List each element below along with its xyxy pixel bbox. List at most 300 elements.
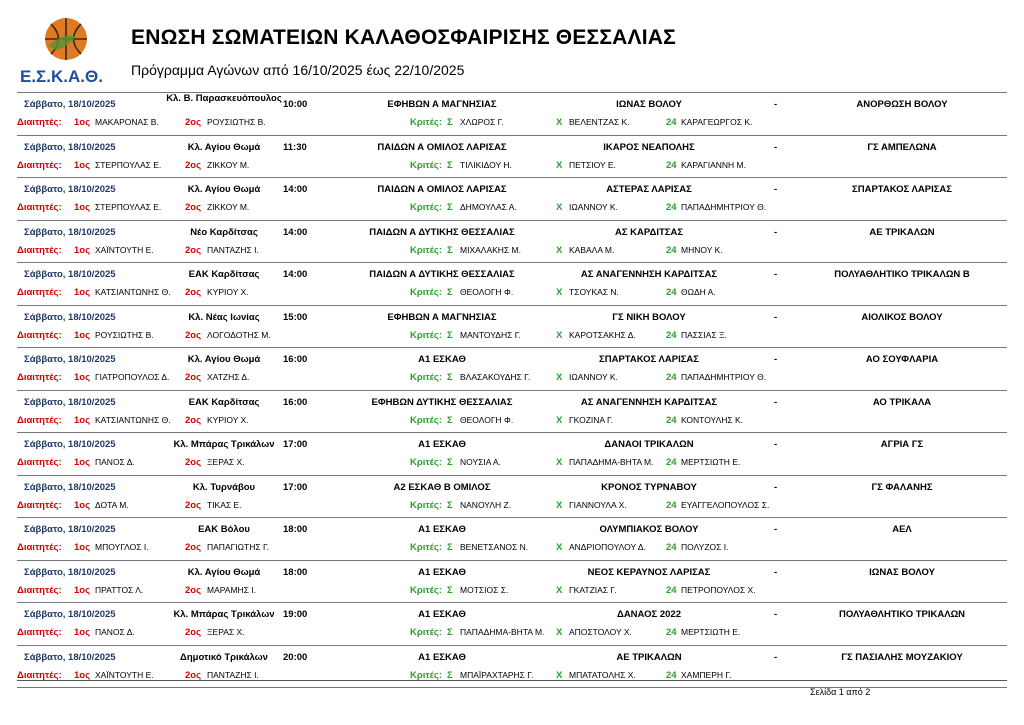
first-referee: ΜΑΚΑΡΟΝΑΣ Β.: [95, 117, 159, 127]
second-referee-tag: 2ος: [185, 372, 202, 383]
shot-clock-name: ΠΕΤΡΟΠΟΥΛΟΣ Χ.: [681, 584, 756, 595]
timer-tag: Χ: [556, 669, 563, 681]
match-competition: Α1 ΕΣΚΑΘ: [418, 524, 466, 535]
page-title: ΕΝΩΣΗ ΣΩΜΑΤΕΙΩΝ ΚΑΛΑΘΟΣΦΑΙΡΙΣΗΣ ΘΕΣΣΑΛΙΑΣ: [131, 26, 676, 49]
match-competition: Α1 ΕΣΚΑΘ: [418, 609, 466, 620]
first-referee: ΧΑΪΝΤΟΥΤΗ Ε.: [95, 669, 154, 680]
scorer-name: ΘΕΟΛΟΓΗ Φ.: [460, 287, 514, 297]
match-date: Σάββατο, 18/10/2025: [24, 184, 116, 195]
first-referee-tag: 1ος: [74, 669, 91, 681]
timer-tag: Χ: [556, 627, 563, 638]
judges-label: Κριτές:: [410, 669, 443, 681]
shot-clock-name: ΠΑΠΑΔΗΜΗΤΡΙΟΥ Θ.: [681, 372, 767, 382]
scorer-name: ΘΕΟΛΟΓΗ Φ.: [460, 414, 514, 425]
match-row: [17, 603, 1007, 646]
shot-clock-tag: 24: [666, 159, 677, 171]
officials-line: [17, 369, 1007, 386]
away-team: ΑΟ ΤΡΙΚΑΛΑ: [872, 396, 932, 408]
page-header: [0, 0, 1024, 92]
vs-dash: -: [774, 354, 778, 365]
match-info-line: [17, 266, 1007, 283]
timer-name: ΑΝΔΡΙΟΠΟΥΛΟΥ Δ.: [569, 542, 646, 552]
officials-line: [17, 242, 1007, 259]
first-referee-tag: 1ος: [74, 372, 91, 383]
away-team: ΓΣ ΠΑΣΙΑΛΗΣ ΜΟΥΖΑΚΙΟΥ: [841, 651, 963, 663]
judges-label: Κριτές:: [410, 627, 443, 638]
away-team: ΑΙΟΛΙΚΟΣ ΒΟΛΟΥ: [861, 311, 943, 323]
first-referee: ΓΙΑΤΡΟΠΟΥΛΟΣ Δ.: [95, 372, 170, 382]
match-competition: ΕΦΗΒΩΝ Α ΜΑΓΝΗΣΙΑΣ: [387, 311, 497, 323]
shot-clock-tag: 24: [666, 202, 677, 213]
judges-label: Κριτές:: [410, 499, 443, 511]
vs-dash: -: [774, 566, 778, 578]
match-info-line: [17, 436, 1007, 453]
scorer-tag: Σ: [447, 117, 453, 128]
second-referee: ΞΕΡΑΣ Χ.: [207, 627, 245, 637]
page-number: Σελίδα 1 από 2: [810, 687, 871, 697]
match-competition: ΠΑΙΔΩΝ Α ΟΜΙΛΟΣ ΛΑΡΙΣΑΣ: [377, 141, 507, 153]
first-referee: ΜΠΟΥΓΛΟΣ Ι.: [95, 542, 149, 552]
match-competition: ΠΑΙΔΩΝ Α ΔΥΤΙΚΗΣ ΘΕΣΣΑΛΙΑΣ: [369, 269, 515, 280]
shot-clock-name: ΜΕΡΤΣΙΩΤΗ Ε.: [681, 457, 741, 467]
match-date: Σάββατο, 18/10/2025: [24, 226, 116, 238]
eskath-logo: [18, 16, 118, 86]
second-referee: ΞΕΡΑΣ Χ.: [207, 457, 245, 467]
timer-tag: Χ: [556, 372, 563, 383]
timer-tag: Χ: [556, 329, 563, 341]
scorer-tag: Σ: [447, 627, 453, 638]
referees-label: Διαιτητές:: [17, 542, 62, 553]
match-venue: Κλ. Τυρνάβου: [192, 481, 256, 493]
match-info-line: [17, 564, 1007, 581]
match-info-line: [17, 93, 1007, 113]
first-referee-tag: 1ος: [74, 627, 91, 638]
officials-line: [17, 497, 1007, 514]
scorer-tag: Σ: [447, 542, 453, 553]
page-subtitle: Πρόγραμμα Αγώνων από 16/10/2025 έως 22/10/2025: [131, 62, 465, 78]
match-date: Σάββατο, 18/10/2025: [24, 354, 116, 365]
timer-tag: Χ: [556, 159, 563, 171]
match-row: [17, 263, 1007, 306]
referees-label: Διαιτητές:: [17, 159, 62, 171]
first-referee-tag: 1ος: [74, 287, 91, 298]
schedule-table: [17, 92, 1007, 688]
timer-tag: Χ: [556, 499, 563, 511]
match-date: Σάββατο, 18/10/2025: [24, 481, 116, 493]
match-row: [17, 391, 1007, 434]
shot-clock-tag: 24: [666, 584, 677, 596]
scorer-tag: Σ: [447, 202, 453, 213]
match-date: Σάββατο, 18/10/2025: [24, 99, 116, 110]
scorer-tag: Σ: [447, 329, 453, 341]
match-competition: Α1 ΕΣΚΑΘ: [418, 354, 466, 365]
match-competition: Α2 ΕΣΚΑΘ Β ΟΜΙΛΟΣ: [393, 481, 491, 493]
referees-label: Διαιτητές:: [17, 372, 62, 383]
match-date: Σάββατο, 18/10/2025: [24, 396, 116, 408]
second-referee: ΡΟΥΣΙΩΤΗΣ Β.: [207, 117, 266, 127]
match-venue: Κλ. Μπάρας Τρικάλων: [173, 439, 275, 450]
referees-label: Διαιτητές:: [17, 627, 62, 638]
scorer-tag: Σ: [447, 457, 453, 468]
home-team: ΑΕ ΤΡΙΚΑΛΩΝ: [616, 651, 682, 663]
shot-clock-name: ΚΑΡΑΓΙΑΝΝΗ Μ.: [681, 159, 746, 170]
first-referee: ΧΑΪΝΤΟΥΤΗ Ε.: [95, 244, 154, 255]
match-info-line: [17, 309, 1007, 326]
match-row: [17, 433, 1007, 476]
officials-line: [17, 412, 1007, 429]
home-team: ΣΠΑΡΤΑΚΟΣ ΛΑΡΙΣΑΣ: [599, 354, 699, 365]
second-referee-tag: 2ος: [185, 414, 202, 426]
shot-clock-tag: 24: [666, 499, 677, 511]
shot-clock-tag: 24: [666, 669, 677, 681]
officials-line: [17, 284, 1007, 301]
match-time: 19:00: [283, 609, 308, 620]
away-team: ΠΟΛΥΑΘΛΗΤΙΚΟ ΤΡΙΚΑΛΩΝ Β: [834, 269, 970, 280]
shot-clock-name: ΠΟΛΥΖΟΣ Ι.: [681, 542, 729, 552]
match-venue: ΕΑΚ Καρδίτσας: [188, 396, 260, 408]
scorer-name: ΒΕΝΕΤΣΑΝΟΣ Ν.: [460, 542, 529, 552]
first-referee-tag: 1ος: [74, 244, 91, 256]
second-referee: ΠΑΝΤΑΖΗΣ Ι.: [207, 669, 259, 680]
match-info-line: [17, 351, 1007, 368]
vs-dash: -: [774, 609, 778, 620]
home-team: ΙΩΝΑΣ ΒΟΛΟΥ: [616, 99, 682, 110]
shot-clock-name: ΧΑΜΠΕΡΗ Γ.: [681, 669, 732, 680]
away-team: ΑΓΡΙΑ ΓΣ: [880, 439, 924, 450]
match-info-line: [17, 649, 1007, 666]
referees-label: Διαιτητές:: [17, 287, 62, 298]
match-time: 18:00: [283, 524, 308, 535]
scorer-name: ΧΛΩΡΟΣ Γ.: [460, 117, 504, 127]
match-time: 17:00: [283, 481, 308, 493]
match-time: 17:00: [283, 439, 308, 450]
match-info-line: [17, 521, 1007, 538]
match-time: 14:00: [283, 269, 308, 280]
first-referee-tag: 1ος: [74, 159, 91, 171]
officials-line: [17, 539, 1007, 556]
match-time: 16:00: [283, 396, 308, 408]
vs-dash: -: [774, 141, 778, 153]
scorer-tag: Σ: [447, 159, 453, 171]
shot-clock-tag: 24: [666, 329, 677, 341]
first-referee-tag: 1ος: [74, 117, 91, 128]
timer-name: ΜΠΑΤΑΤΟΛΗΣ Χ.: [569, 669, 636, 680]
away-team: ΓΣ ΑΜΠΕΛΩΝΑ: [867, 141, 937, 153]
match-row: [17, 476, 1007, 519]
vs-dash: -: [774, 99, 778, 110]
officials-line: [17, 157, 1007, 174]
match-row: [17, 306, 1007, 349]
match-time: 20:00: [283, 651, 308, 663]
second-referee: ΧΑΤΖΗΣ Δ.: [207, 372, 250, 382]
match-venue: ΕΑΚ Καρδίτσας: [188, 269, 260, 280]
officials-line: [17, 327, 1007, 344]
match-venue: Κλ. Αγίου Θωμά: [187, 354, 261, 365]
timer-tag: Χ: [556, 542, 563, 553]
away-team: ΑΝΟΡΘΩΣΗ ΒΟΛΟΥ: [856, 99, 948, 110]
match-info-line: [17, 139, 1007, 156]
second-referee-tag: 2ος: [185, 287, 202, 298]
timer-name: ΑΠΟΣΤΟΛΟΥ Χ.: [569, 627, 632, 637]
vs-dash: -: [774, 311, 778, 323]
second-referee: ΚΥΡΙΟΥ Χ.: [207, 414, 249, 425]
scorer-tag: Σ: [447, 287, 453, 298]
match-info-line: [17, 394, 1007, 411]
match-venue: Δημοτικό Τρικάλων: [180, 651, 268, 663]
first-referee-tag: 1ος: [74, 329, 91, 341]
officials-line: [17, 454, 1007, 471]
match-venue: Νέο Καρδίτσας: [190, 226, 258, 238]
match-date: Σάββατο, 18/10/2025: [24, 524, 116, 535]
referees-label: Διαιτητές:: [17, 669, 62, 681]
officials-line: [17, 582, 1007, 599]
scorer-name: ΝΑΝΟΥΛΗ Ζ.: [460, 499, 512, 510]
match-time: 10:00: [283, 99, 308, 110]
away-team: ΑΟ ΣΟΥΦΛΑΡΙΑ: [865, 354, 939, 365]
second-referee-tag: 2ος: [185, 159, 202, 171]
match-row: [17, 92, 1007, 136]
timer-name: ΓΚΑΤΖΙΑΣ Γ.: [569, 584, 617, 595]
vs-dash: -: [774, 269, 778, 280]
home-team: ΔΑΝΑΟΙ ΤΡΙΚΑΛΩΝ: [604, 439, 694, 450]
basketball-icon: [18, 16, 118, 86]
shot-clock-tag: 24: [666, 542, 677, 553]
scorer-name: ΝΟΥΣΙΑ Α.: [460, 457, 501, 467]
match-date: Σάββατο, 18/10/2025: [24, 141, 116, 153]
first-referee-tag: 1ος: [74, 542, 91, 553]
match-time: 18:00: [283, 566, 308, 578]
judges-label: Κριτές:: [410, 457, 443, 468]
match-info-line: [17, 606, 1007, 623]
match-row: [17, 348, 1007, 391]
scorer-tag: Σ: [447, 584, 453, 596]
match-venue: Κλ. Νέας Ιωνίας: [188, 311, 260, 323]
first-referee: ΠΑΝΟΣ Δ.: [95, 627, 135, 637]
home-team: ΟΛΥΜΠΙΑΚΟΣ ΒΟΛΟΥ: [599, 524, 699, 535]
shot-clock-name: ΜΗΝΟΥ Κ.: [681, 244, 723, 255]
match-venue: Κλ. Αγίου Θωμά: [187, 566, 261, 578]
timer-name: ΙΩΑΝΝΟΥ Κ.: [569, 202, 618, 212]
home-team: ΚΡΟΝΟΣ ΤΥΡΝΑΒΟΥ: [601, 481, 697, 493]
match-competition: Α1 ΕΣΚΑΘ: [418, 439, 466, 450]
match-time: 11:30: [283, 141, 307, 153]
second-referee: ΜΑΡΑΜΗΣ Ι.: [207, 584, 257, 595]
timer-name: ΠΕΤΣΙΟΥ Ε.: [569, 159, 616, 170]
scorer-name: ΜΑΝΤΟΥΔΗΣ Γ.: [460, 329, 521, 340]
match-venue: Κλ. Β. Παρασκευόπουλος: [166, 93, 282, 104]
first-referee: ΔΟΤΑ Μ.: [95, 499, 129, 510]
match-info-line: [17, 224, 1007, 241]
first-referee: ΣΤΕΡΠΟΥΛΑΣ Ε.: [95, 202, 162, 212]
second-referee-tag: 2ος: [185, 669, 202, 681]
scorer-name: ΜΟΤΣΙΟΣ Σ.: [460, 584, 509, 595]
match-row: [17, 646, 1007, 689]
vs-dash: -: [774, 396, 778, 408]
first-referee: ΠΡΑΤΤΟΣ Λ.: [95, 584, 144, 595]
judges-label: Κριτές:: [410, 244, 443, 256]
match-time: 15:00: [283, 311, 308, 323]
timer-tag: Χ: [556, 584, 563, 596]
judges-label: Κριτές:: [410, 159, 443, 171]
judges-label: Κριτές:: [410, 287, 443, 298]
away-team: ΙΩΝΑΣ ΒΟΛΟΥ: [869, 566, 935, 578]
judges-label: Κριτές:: [410, 202, 443, 213]
judges-label: Κριτές:: [410, 414, 443, 426]
match-competition: ΠΑΙΔΩΝ Α ΔΥΤΙΚΗΣ ΘΕΣΣΑΛΙΑΣ: [369, 226, 515, 238]
match-row: [17, 518, 1007, 561]
match-venue: Κλ. Αγίου Θωμά: [187, 184, 261, 195]
match-info-line: [17, 181, 1007, 198]
first-referee: ΚΑΤΣΙΑΝΤΩΝΗΣ Θ.: [95, 287, 171, 297]
scorer-tag: Σ: [447, 372, 453, 383]
second-referee: ΖΙΚΚΟΥ Μ.: [207, 159, 250, 170]
scorer-name: ΤΙΛΙΚΙΔΟΥ Η.: [460, 159, 512, 170]
home-team: ΑΣΤΕΡΑΣ ΛΑΡΙΣΑΣ: [606, 184, 692, 195]
home-team: ΑΣ ΚΑΡΔΙΤΣΑΣ: [614, 226, 684, 238]
vs-dash: -: [774, 226, 778, 238]
shot-clock-tag: 24: [666, 372, 677, 383]
referees-label: Διαιτητές:: [17, 584, 62, 596]
timer-name: ΒΕΛΕΝΤΖΑΣ Κ.: [569, 117, 630, 127]
second-referee-tag: 2ος: [185, 329, 202, 341]
first-referee: ΡΟΥΣΙΩΤΗΣ Β.: [95, 329, 154, 340]
referees-label: Διαιτητές:: [17, 457, 62, 468]
match-venue: ΕΑΚ Βόλου: [198, 524, 250, 535]
judges-label: Κριτές:: [410, 329, 443, 341]
vs-dash: -: [774, 481, 778, 493]
first-referee: ΚΑΤΣΙΑΝΤΩΝΗΣ Θ.: [95, 414, 171, 425]
second-referee-tag: 2ος: [185, 244, 202, 256]
scorer-tag: Σ: [447, 499, 453, 511]
away-team: ΣΠΑΡΤΑΚΟΣ ΛΑΡΙΣΑΣ: [852, 184, 952, 195]
timer-tag: Χ: [556, 287, 563, 298]
home-team: ΙΚΑΡΟΣ ΝΕΑΠΟΛΗΣ: [603, 141, 695, 153]
match-date: Σάββατο, 18/10/2025: [24, 651, 116, 663]
match-date: Σάββατο, 18/10/2025: [24, 566, 116, 578]
home-team: ΑΣ ΑΝΑΓΕΝΝΗΣΗ ΚΑΡΔΙΤΣΑΣ: [580, 269, 718, 280]
judges-label: Κριτές:: [410, 117, 443, 128]
shot-clock-name: ΕΥΑΓΓΕΛΟΠΟΥΛΟΣ Σ.: [681, 499, 770, 510]
scorer-name: ΜΠΑΪΡΑΧΤΑΡΗΣ Γ.: [460, 669, 534, 680]
timer-tag: Χ: [556, 457, 563, 468]
vs-dash: -: [774, 651, 778, 663]
timer-name: ΠΑΠΑΔΗΜΑ-ΒΗΤΑ Μ.: [569, 457, 654, 467]
scorer-name: ΒΛΑΣΑΚΟΥΔΗΣ Γ.: [460, 372, 531, 382]
shot-clock-name: ΠΑΠΑΔΗΜΗΤΡΙΟΥ Θ.: [681, 202, 767, 212]
second-referee: ΤΙΚΑΣ Ε.: [207, 499, 242, 510]
match-date: Σάββατο, 18/10/2025: [24, 609, 116, 620]
match-row: [17, 221, 1007, 264]
first-referee-tag: 1ος: [74, 499, 91, 511]
vs-dash: -: [774, 524, 778, 535]
scorer-tag: Σ: [447, 414, 453, 426]
logo-text: Ε.Σ.Κ.Α.Θ.: [20, 67, 103, 86]
away-team: ΓΣ ΦΑΛΑΝΗΣ: [871, 481, 933, 493]
match-competition: ΕΦΗΒΩΝ ΔΥΤΙΚΗΣ ΘΕΣΣΑΛΙΑΣ: [371, 396, 513, 408]
referees-label: Διαιτητές:: [17, 499, 62, 511]
second-referee: ΠΑΝΤΑΖΗΣ Ι.: [207, 244, 259, 255]
home-team: ΝΕΟΣ ΚΕΡΑΥΝΟΣ ΛΑΡΙΣΑΣ: [587, 566, 711, 578]
match-competition: ΠΑΙΔΩΝ Α ΟΜΙΛΟΣ ΛΑΡΙΣΑΣ: [377, 184, 507, 195]
shot-clock-name: ΚΑΡΑΓΕΩΡΓΟΣ Κ.: [681, 117, 753, 127]
match-info-line: [17, 479, 1007, 496]
timer-name: ΚΑΡΟΤΣΑΚΗΣ Δ.: [569, 329, 636, 340]
referees-label: Διαιτητές:: [17, 414, 62, 426]
first-referee-tag: 1ος: [74, 414, 91, 426]
shot-clock-tag: 24: [666, 287, 677, 298]
shot-clock-tag: 24: [666, 457, 677, 468]
home-team: ΓΣ ΝΙΚΗ ΒΟΛΟΥ: [612, 311, 686, 323]
second-referee: ΖΙΚΚΟΥ Μ.: [207, 202, 250, 212]
second-referee-tag: 2ος: [185, 202, 202, 213]
officials-line: [17, 624, 1007, 641]
officials-line: [17, 114, 1007, 131]
referees-label: Διαιτητές:: [17, 117, 62, 128]
match-competition: Α1 ΕΣΚΑΘ: [418, 566, 466, 578]
away-team: ΑΕΛ: [892, 524, 912, 535]
officials-line: [17, 199, 1007, 216]
timer-tag: Χ: [556, 414, 563, 426]
referees-label: Διαιτητές:: [17, 202, 62, 213]
scorer-name: ΔΗΜΟΥΛΑΣ Α.: [460, 202, 517, 212]
footer-divider: [17, 680, 1007, 681]
second-referee: ΚΥΡΙΟΥ Χ.: [207, 287, 249, 297]
match-competition: Α1 ΕΣΚΑΘ: [418, 651, 466, 663]
match-venue: Κλ. Αγίου Θωμά: [187, 141, 261, 153]
shot-clock-tag: 24: [666, 627, 677, 638]
referees-label: Διαιτητές:: [17, 329, 62, 341]
judges-label: Κριτές:: [410, 542, 443, 553]
referees-label: Διαιτητές:: [17, 244, 62, 256]
second-referee-tag: 2ος: [185, 542, 202, 553]
shot-clock-tag: 24: [666, 244, 677, 256]
second-referee: ΛΟΓΟΔΟΤΗΣ Μ.: [207, 329, 271, 340]
shot-clock-name: ΜΕΡΤΣΙΩΤΗ Ε.: [681, 627, 741, 637]
timer-name: ΤΣΟΥΚΑΣ Ν.: [569, 287, 619, 297]
scorer-name: ΠΑΠΑΔΗΜΑ-ΒΗΤΑ Μ.: [460, 627, 545, 637]
judges-label: Κριτές:: [410, 584, 443, 596]
timer-tag: Χ: [556, 244, 563, 256]
shot-clock-tag: 24: [666, 414, 677, 426]
second-referee-tag: 2ος: [185, 117, 202, 128]
first-referee: ΠΑΝΟΣ Δ.: [95, 457, 135, 467]
match-date: Σάββατο, 18/10/2025: [24, 439, 116, 450]
shot-clock-name: ΚΟΝΤΟΥΛΗΣ Κ.: [681, 414, 744, 425]
match-date: Σάββατο, 18/10/2025: [24, 269, 116, 280]
shot-clock-name: ΘΩΔΗ Α.: [681, 287, 716, 297]
timer-name: ΚΑΒΑΛΑ Μ.: [569, 244, 615, 255]
home-team: ΔΑΝΑΟΣ 2022: [616, 609, 682, 620]
away-team: ΑΕ ΤΡΙΚΑΛΩΝ: [869, 226, 935, 238]
match-time: 16:00: [283, 354, 308, 365]
timer-name: ΓΙΑΝΝΟΥΛΑ Χ.: [569, 499, 627, 510]
away-team: ΠΟΛΥΑΘΛΗΤΙΚΟ ΤΡΙΚΑΛΩΝ: [838, 609, 966, 620]
match-competition: ΕΦΗΒΩΝ Α ΜΑΓΝΗΣΙΑΣ: [387, 99, 497, 110]
shot-clock-name: ΠΑΣΣΙΑΣ Ξ.: [681, 329, 727, 340]
match-venue: Κλ. Μπάρας Τρικάλων: [173, 609, 275, 620]
first-referee: ΣΤΕΡΠΟΥΛΑΣ Ε.: [95, 159, 162, 170]
first-referee-tag: 1ος: [74, 584, 91, 596]
first-referee-tag: 1ος: [74, 202, 91, 213]
match-date: Σάββατο, 18/10/2025: [24, 311, 116, 323]
timer-name: ΙΩΑΝΝΟΥ Κ.: [569, 372, 618, 382]
judges-label: Κριτές:: [410, 372, 443, 383]
home-team: ΑΣ ΑΝΑΓΕΝΝΗΣΗ ΚΑΡΔΙΤΣΑΣ: [580, 396, 718, 408]
match-row: [17, 561, 1007, 604]
first-referee-tag: 1ος: [74, 457, 91, 468]
match-time: 14:00: [283, 226, 308, 238]
timer-name: ΓΚΟΖΙΝΑ Γ.: [569, 414, 614, 425]
